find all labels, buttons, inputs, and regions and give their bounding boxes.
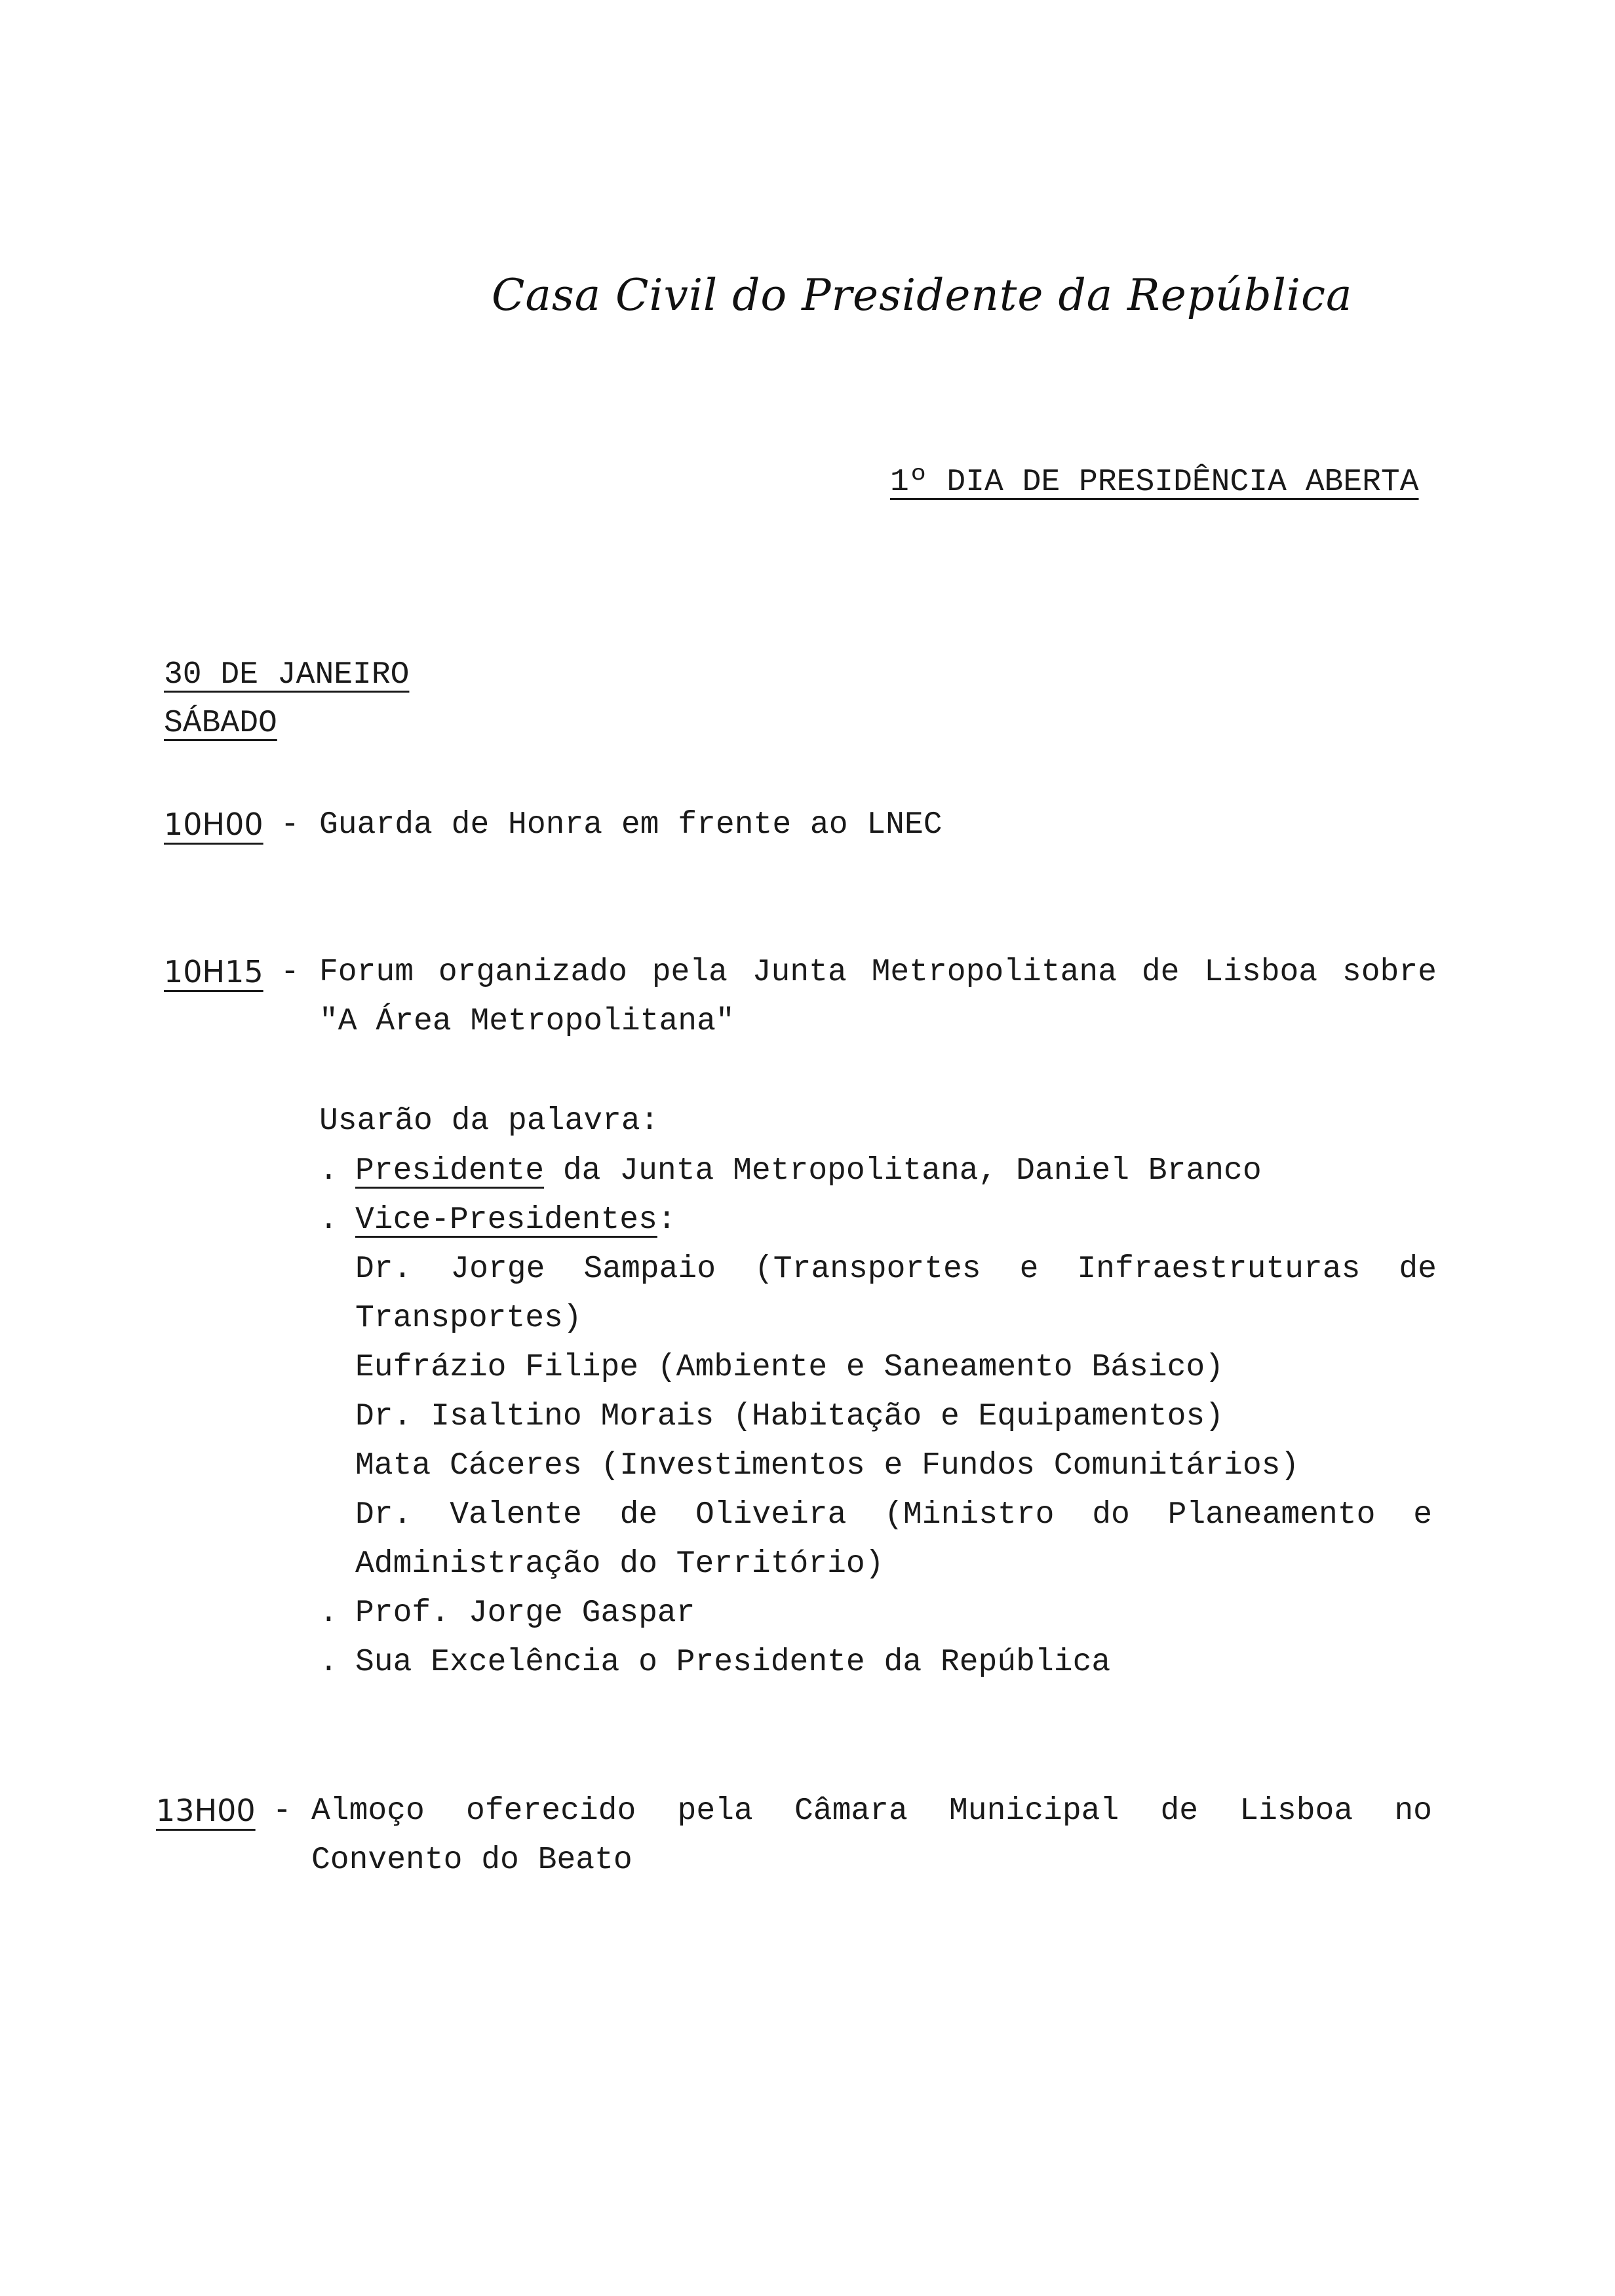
date-heading: 30 DE JANEIRO (164, 657, 410, 693)
entry-text: Guarda de Honra em frente ao LNEC (319, 807, 943, 843)
bullet: . (319, 1645, 338, 1680)
vice-morais: Dr. Isaltino Morais (Habitação e Equipamentos) (355, 1399, 1224, 1434)
letterhead: Casa Civil do Presidente da República (492, 270, 1353, 320)
entry-text-line2: "A Área Metropolitana" (319, 1004, 735, 1039)
time-13h00: 13H00 (156, 1793, 256, 1828)
separator-dash: - (281, 955, 300, 990)
vice-label: Vice-Presidentes (355, 1202, 657, 1238)
weekday-heading: SÁBADO (164, 706, 277, 741)
separator-dash: - (281, 807, 300, 843)
entry-text-line1: Almoço oferecido pela Câmara Municipal de Lisboa no (311, 1793, 1432, 1829)
vice-caceres: Mata Cáceres (Investimentos e Fundos Comunitários) (355, 1448, 1300, 1483)
time-10h00: 10H00 (164, 807, 263, 842)
bullet: . (319, 1202, 338, 1238)
entry-text-line2: Convento do Beato (311, 1843, 632, 1878)
document-title: 1º DIA DE PRESIDÊNCIA ABERTA (890, 465, 1419, 500)
vice-oliveira-line1: Dr. Valente de Oliveira (Ministro do Planeamento e (355, 1497, 1432, 1533)
bullet: . (319, 1153, 338, 1189)
bullet: . (319, 1596, 338, 1631)
president-label: Presidente (355, 1153, 545, 1189)
speaker-vice-presidents: Vice-Presidentes: (355, 1202, 676, 1238)
speaker-gaspar: Prof. Jorge Gaspar (355, 1596, 695, 1631)
time-10h15: 10H15 (164, 954, 263, 989)
vice-sampaio-line1: Dr. Jorge Sampaio (Transportes e Infraestruturas de (355, 1252, 1437, 1287)
speaker-presidente-republica: Sua Excelência o Presidente da República (355, 1645, 1111, 1680)
separator-dash: - (273, 1793, 292, 1829)
vice-oliveira-line2: Administração do Território) (355, 1546, 884, 1582)
vice-filipe: Eufrázio Filipe (Ambiente e Saneamento Básico) (355, 1350, 1224, 1385)
speakers-intro: Usarão da palavra: (319, 1103, 659, 1139)
entry-text-line1: Forum organizado pela Junta Metropolitana de Lisboa sobre (319, 955, 1437, 990)
speaker-president: Presidente da Junta Metropolitana, Daniel Branco (355, 1153, 1262, 1189)
vice-sampaio-line2: Transportes) (355, 1301, 582, 1336)
